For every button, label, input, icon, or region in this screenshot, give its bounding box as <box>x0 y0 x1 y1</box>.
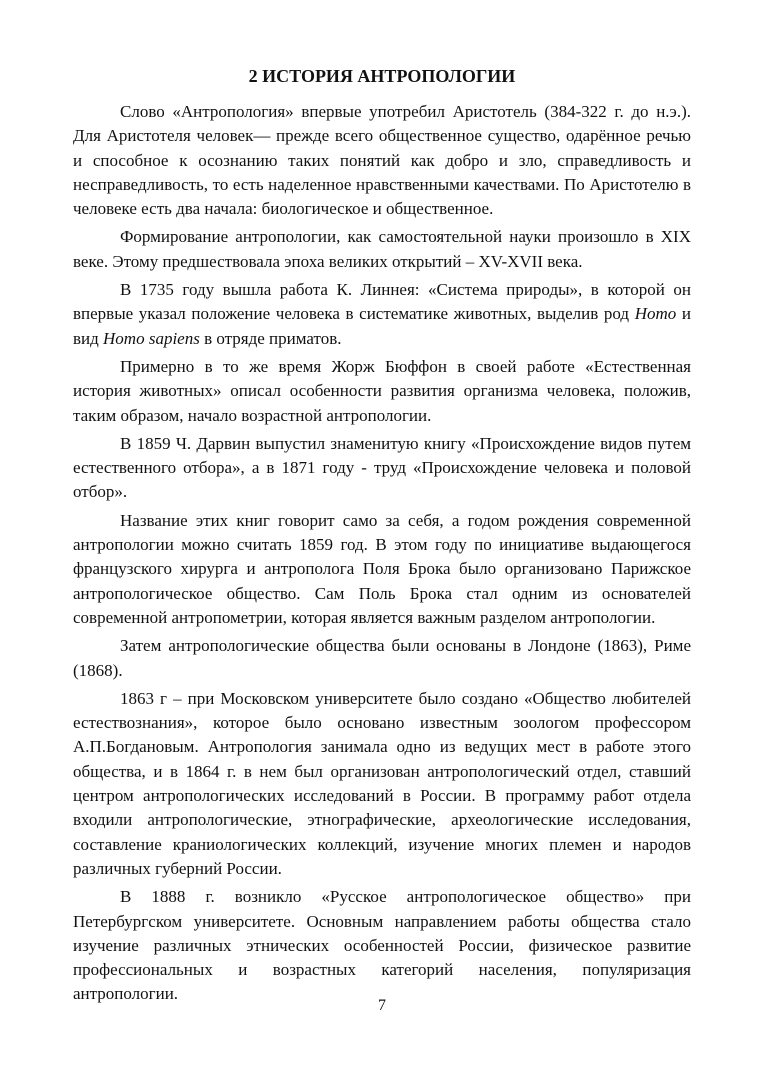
paragraph-linnaeus-text-middle: и вид <box>73 304 691 348</box>
term-homo-sapiens: Homo sapiens <box>103 328 200 348</box>
document-page <box>73 64 691 1011</box>
paragraph-darwin: В 1859 Ч. Дарвин выпустил знаменитую книгу «Происхождение видов путем естественного отбора», а в 1871 году - труд «Происхождение человека и половой отбор». <box>73 433 691 502</box>
paragraph-russian-society: В 1888 г. возникло «Русское антропологическое общество» при Петербургском университете. Основным направлением работы общества стало изучение различных этнических особенностей России, физическое развитие профессиональных и возрастных категорий населения, популяризация антропологии. <box>73 887 691 1004</box>
paragraph-linnaeus <box>73 278 691 351</box>
paragraph-broca: Название этих книг говорит само за себя, а годом рождения современной антропологии можно считать 1859 год. В этом году по инициативе выдающегося французского хирурга и антрополога Поля Брока было организовано Парижское антропологическое общество. Сам Поль Брока стал одним из основателей современной антропометрии, которая является важным разделом антропологии. <box>73 510 691 627</box>
paragraph-linnaeus-text-after: в отряде приматов. <box>199 328 342 348</box>
paragraph-societies: Затем антропологические общества были основаны в Лондоне (1863), Риме (1868). <box>73 636 691 680</box>
paragraph-aristotle: Слово «Антропология» впервые употребил Аристотель (384-322 г. до н.э.). Для Аристотеля человек— прежде всего общественное существо, одарённое речью и способное к осознанию таких понятий как добро и зло, справедливость и несправедливость, то есть наделенное нравственными качествами. По Аристотелю в человеке есть два начала: биологическое и общественное. <box>73 102 691 219</box>
paragraph-buffon: Примерно в то же время Жорж Бюффон в своей работе «Естественная история животных» описал особенности развития организма человека, положив, таким образом, начало возрастной антропологии. <box>73 356 691 425</box>
page-number: 7 <box>378 997 386 1014</box>
paragraph-moscow: 1863 г – при Московском университете было создано «Общество любителей естествознания», которое было основано известным зоологом профессором А.П.Богдановым. Антропология занимала одно из ведущих мест в работе этого общества, и в 1864 г. в нем был организован антропологический отдел, ставший центром антропологических исследований в России. В программу работ отдела входили антропологические, этнографические, археологические исследования, составление краниологических коллекций, изучение многих племен и народов различных губерний России. <box>73 688 691 878</box>
paragraph-linnaeus-text-before: В 1735 году вышла работа К. Линнея: «Система природы», в которой он впервые указал положение человека в систематике животных, выделив род <box>73 280 691 324</box>
term-homo: Homo <box>634 304 677 324</box>
paragraph-formation: Формирование антропологии, как самостоятельной науки произошло в XIX веке. Этому предшествовала эпоха великих открытий – XV-XVII века. <box>73 227 691 271</box>
page-title: 2 ИСТОРИЯ АНТРОПОЛОГИИ <box>248 66 516 86</box>
